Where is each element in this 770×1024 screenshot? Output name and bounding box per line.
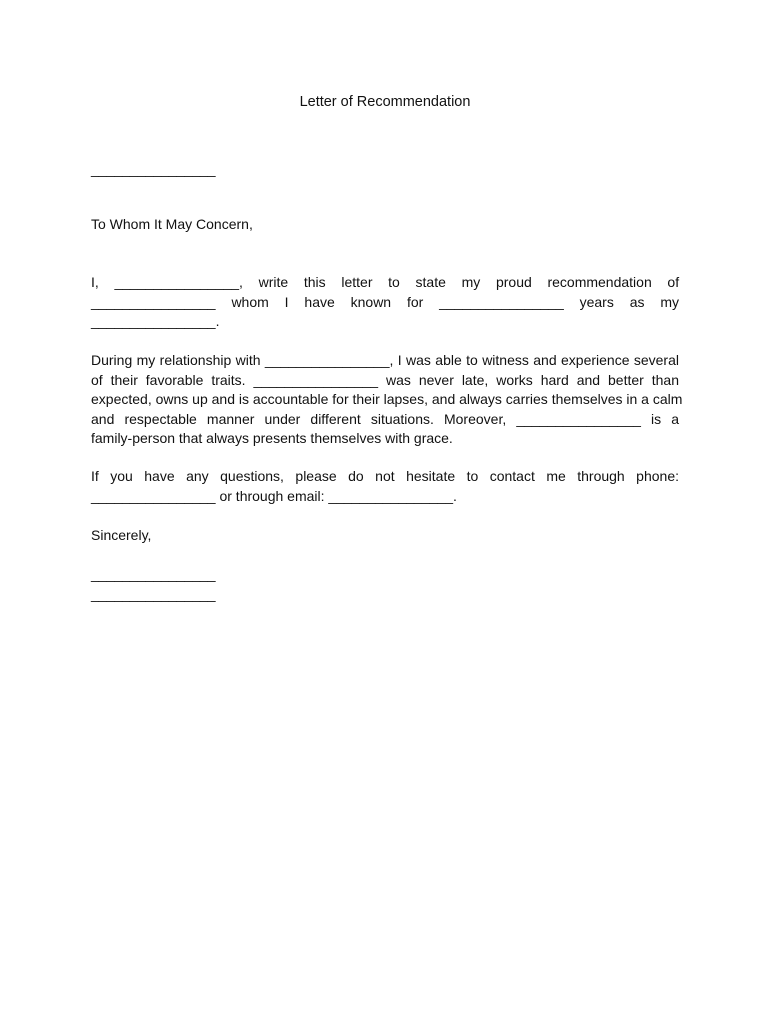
word: my <box>660 293 680 310</box>
word: recommendation <box>547 274 652 290</box>
word: my <box>461 274 481 290</box>
paragraph-3-row-2: ________________ or through email: ________________. <box>91 487 457 504</box>
paragraph-3-row-1: If you have any questions, please do not hesitate to contact me through phone: <box>91 468 679 484</box>
word: have <box>304 293 335 310</box>
paragraph-introduction <box>91 273 679 332</box>
word: I, <box>91 274 99 290</box>
closing: Sincerely, <box>91 527 152 543</box>
paragraph-contact <box>91 467 679 506</box>
word: whom <box>231 293 269 310</box>
salutation: To Whom It May Concern, <box>91 216 253 232</box>
word: known <box>350 293 392 310</box>
paragraph-1-row-2 <box>91 293 679 313</box>
recommender-name-blank[interactable]: ________________, <box>114 274 243 290</box>
signature-blank[interactable]: ________________ <box>91 566 216 582</box>
word: state <box>415 274 446 290</box>
word: of <box>667 274 680 290</box>
paragraph-2-row-4: and respectable manner under different situations. Moreover, ________________ is a <box>91 410 679 427</box>
word: years <box>579 293 614 310</box>
word: proud <box>495 274 532 290</box>
date-blank[interactable]: ________________ <box>91 161 216 177</box>
word: write <box>258 274 289 290</box>
paragraph-2-row-3: expected, owns up and is accountable for their lapses, and always carries themselves in a calm <box>91 391 683 407</box>
paragraph-traits <box>91 351 683 449</box>
candidate-name-blank[interactable]: ________________ <box>91 293 216 310</box>
word: to <box>388 274 400 290</box>
years-known-blank[interactable]: ________________ <box>439 293 564 310</box>
document-title: Letter of Recommendation <box>299 94 471 110</box>
paragraph-2-row-5: family-person that always presents themselves with grace. <box>91 430 453 446</box>
word: this <box>303 274 326 290</box>
word: letter <box>341 274 373 290</box>
paragraph-1-row-1 <box>91 273 679 293</box>
relationship-blank[interactable]: ________________. <box>91 313 220 329</box>
word: as <box>629 293 645 310</box>
word: I <box>284 293 289 310</box>
paragraph-2-row-2: of their favorable traits. ________________ was never late, works hard and better than <box>91 371 679 388</box>
word: for <box>406 293 424 310</box>
printed-name-blank[interactable]: ________________ <box>91 586 216 602</box>
paragraph-2-row-1: During my relationship with ________________, I was able to witness and experience several <box>91 352 679 368</box>
